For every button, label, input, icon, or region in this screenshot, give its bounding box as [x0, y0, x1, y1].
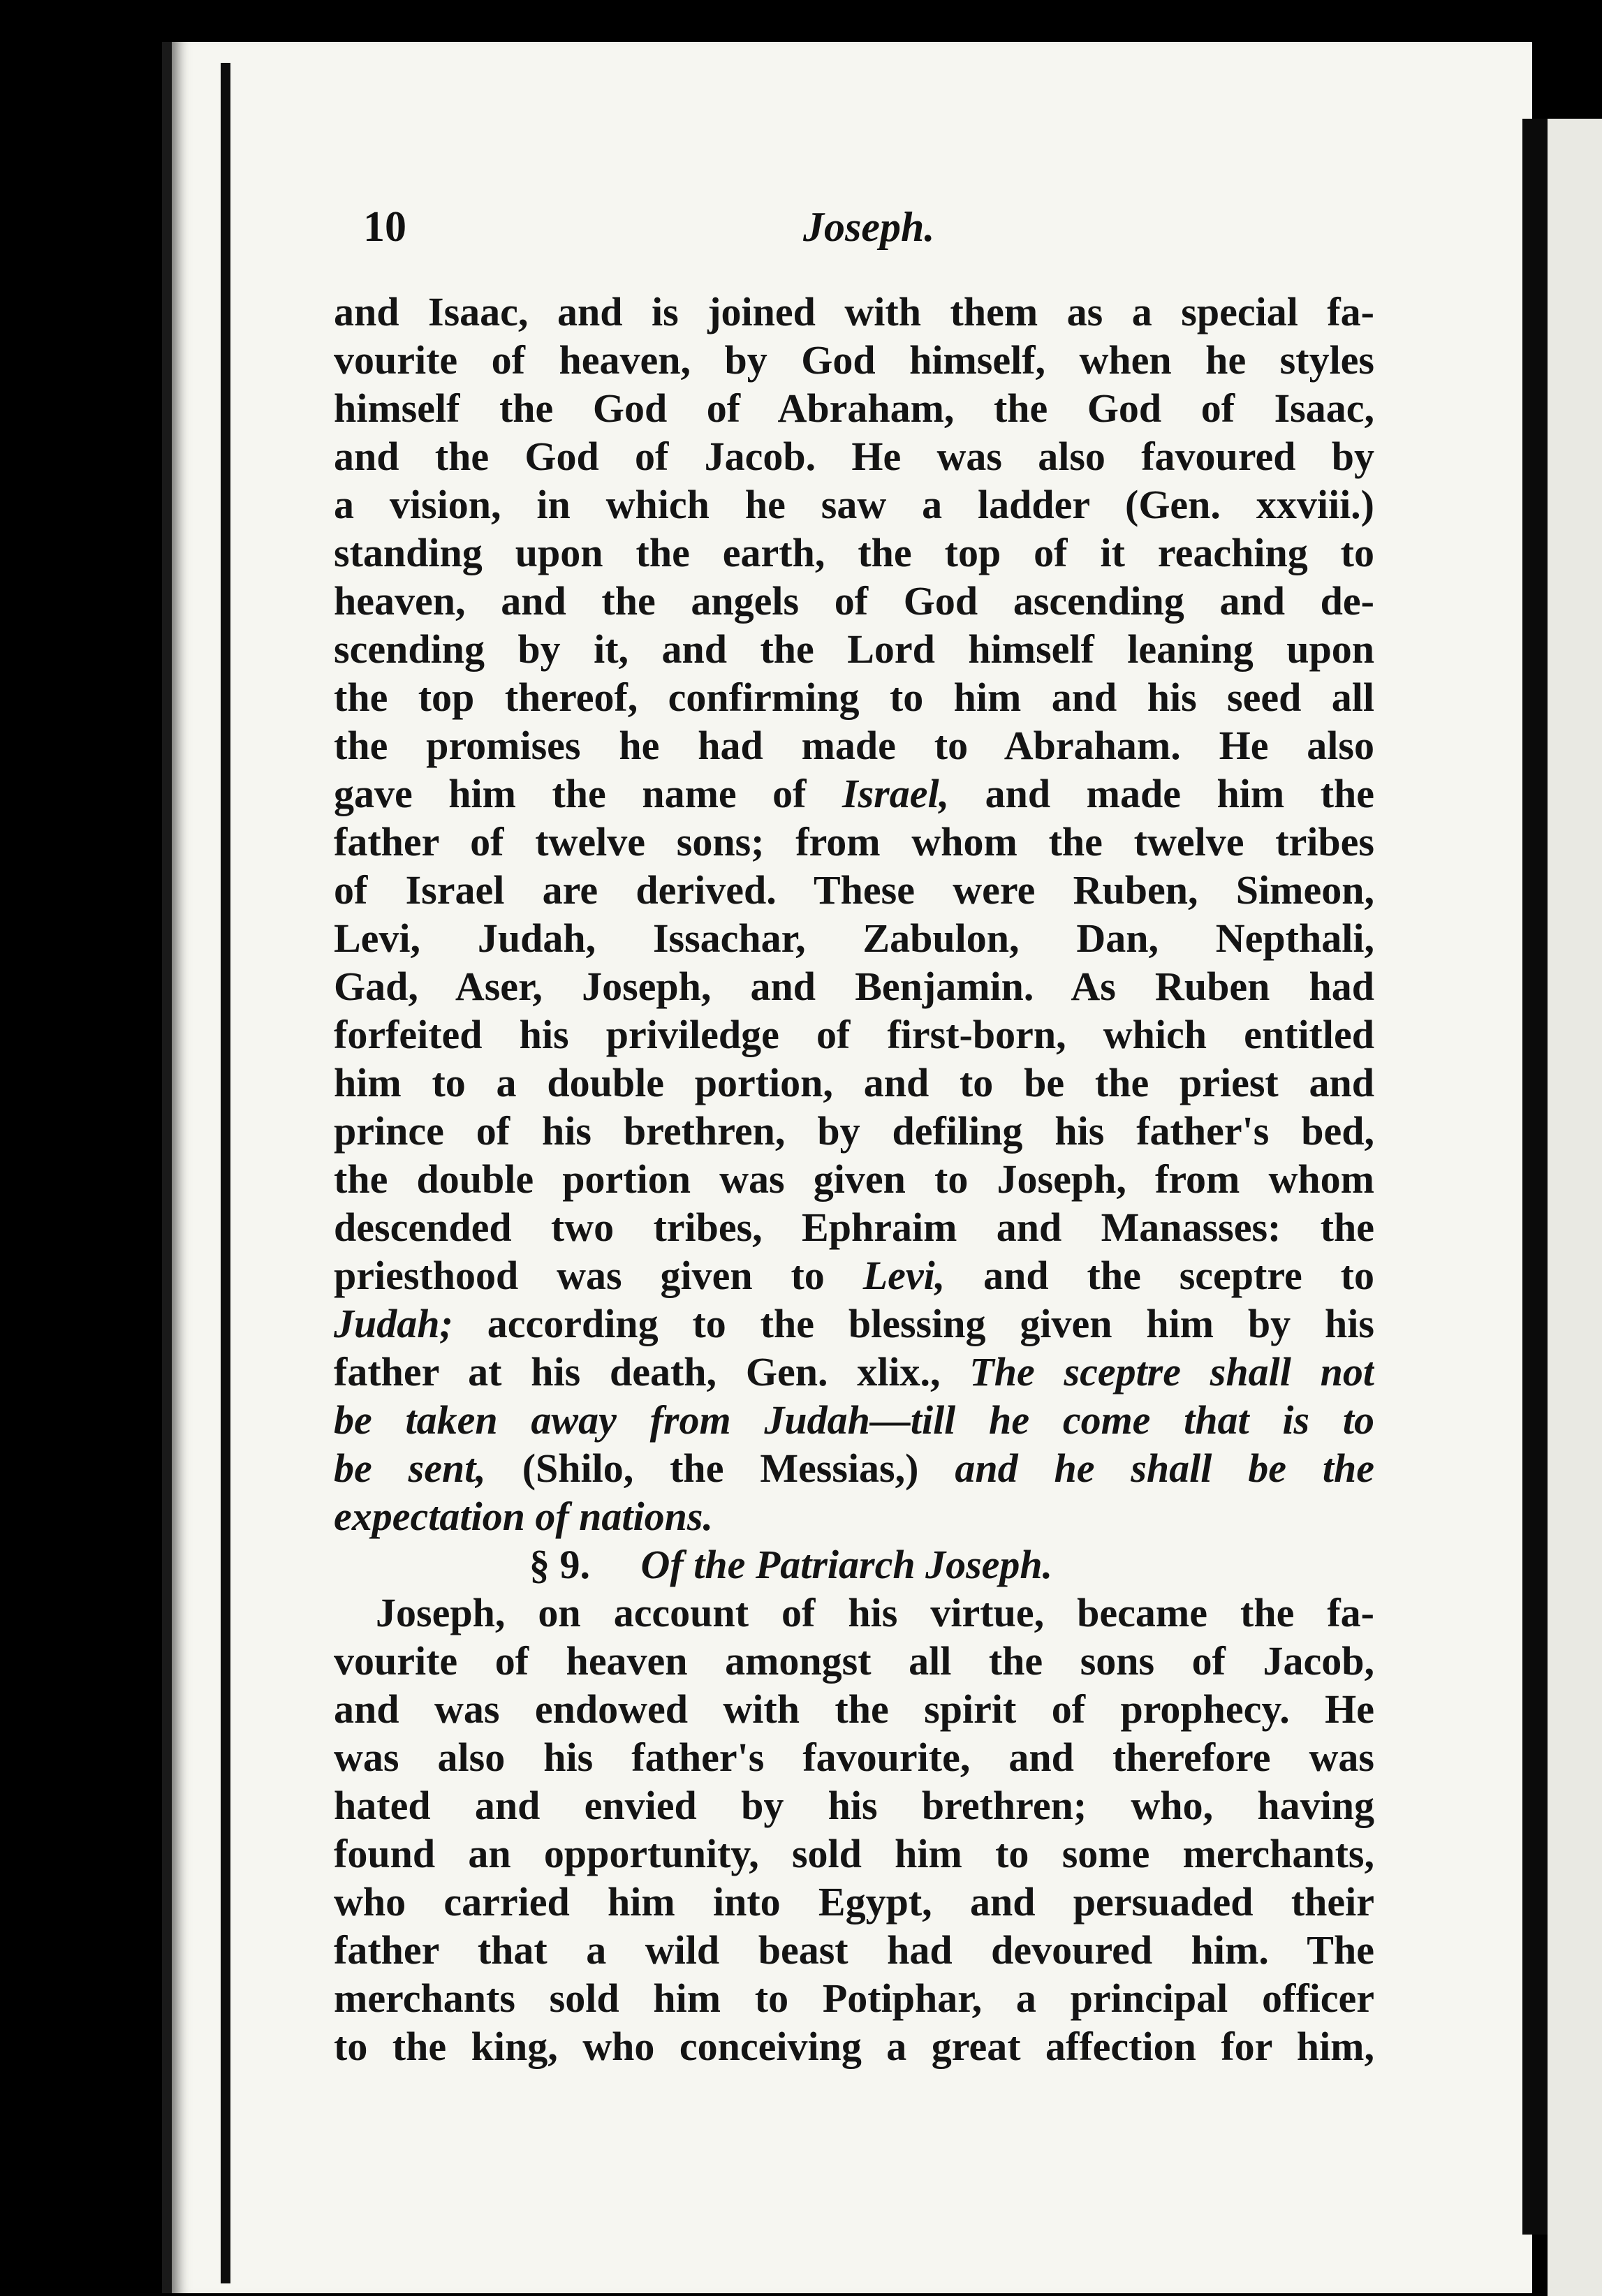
text-line [334, 1059, 1374, 1107]
text-line: found an opportunity, sold him to some merchants, [334, 1831, 1374, 1876]
text-line [334, 1010, 1374, 1059]
italic-text: and he shall be the [955, 1445, 1374, 1491]
text-line: who carried him into Egypt, and persuaded their [334, 1879, 1374, 1925]
text-line: was also his father's favourite, and therefore was [334, 1735, 1374, 1780]
text-line [334, 673, 1374, 721]
italic-text: Levi, [862, 1253, 946, 1298]
text-segment: himself the God of Abraham, the God of Isaac, [334, 385, 1374, 431]
text-line [334, 1251, 1374, 1300]
text-segment: father of twelve sons; from whom the twelve tribes [334, 819, 1374, 864]
text-segment: descended two tribes, Ephraim and Manasses: the [334, 1205, 1374, 1250]
italic-text: expectation of nations. [334, 1494, 713, 1539]
text-segment: and Isaac, and is joined with them as a special fa- [334, 289, 1374, 334]
text-segment: forfeited his priviledge of first-born, which entitled [334, 1012, 1374, 1057]
text-segment: a vision, in which he saw a ladder (Gen. xxviii.) [334, 482, 1374, 527]
running-title: Joseph. [803, 204, 935, 250]
gutter-line [221, 63, 230, 2283]
text-segment: and the God of Jacob. He was also favoured by [334, 434, 1374, 479]
text-line [334, 432, 1374, 480]
text-line [334, 529, 1374, 577]
text-segment: the promises he had made to Abraham. He also [334, 723, 1374, 768]
section-number: § 9. [529, 1542, 590, 1587]
text-line [334, 770, 1374, 818]
text-line [334, 1203, 1374, 1251]
text-line: vourite of heaven amongst all the sons of Jacob, [334, 1638, 1374, 1684]
text-line: Joseph, on account of his virtue, became the fa- [376, 1590, 1374, 1635]
text-segment: Gad, Aser, Joseph, and Benjamin. As Ruben had [334, 964, 1374, 1009]
text-segment: (Shilo, the Messias,) [485, 1445, 955, 1491]
text-line [334, 866, 1374, 914]
text-segment: the double portion was given to Joseph, from whom [334, 1156, 1374, 1202]
text-line [334, 1348, 1374, 1396]
adjacent-page [1548, 119, 1602, 2296]
text-line [334, 1155, 1374, 1203]
text-line [334, 1300, 1374, 1348]
text-segment: Levi, Judah, Issachar, Zabulon, Dan, Nepthali, [334, 915, 1374, 961]
italic-text: The sceptre shall not [969, 1349, 1374, 1394]
text-line: father that a wild beast had devoured him. The [334, 1927, 1374, 1973]
text-line [334, 962, 1374, 1010]
text-line [334, 625, 1374, 673]
text-segment: of Israel are derived. These were Ruben, Simeon, [334, 867, 1374, 913]
text-line [334, 384, 1374, 432]
adjacent-page-edge [1522, 119, 1548, 2235]
text-line: merchants sold him to Potiphar, a principal officer [334, 1975, 1374, 2021]
text-segment: gave him the name of [334, 771, 842, 816]
text-line: and was endowed with the spirit of prophecy. He [334, 1686, 1374, 1732]
section-heading [334, 1540, 1374, 1589]
text-line [334, 721, 1374, 770]
italic-text: Israel, [842, 771, 950, 816]
text-line [334, 288, 1374, 336]
page-header [363, 196, 1376, 258]
text-segment: according to the blessing given him by his [453, 1301, 1374, 1346]
text-segment: scending by it, and the Lord himself leaning upon [334, 626, 1374, 672]
text-line [334, 1492, 1374, 1540]
text-segment: prince of his brethren, by defiling his father's bed, [334, 1108, 1374, 1154]
text-line [334, 577, 1374, 625]
text-line: to the king, who conceiving a great affection for him, [334, 2024, 1374, 2069]
italic-text: be taken away from Judah—till he come that is to [334, 1397, 1374, 1443]
text-line [334, 336, 1374, 384]
text-line: hated and envied by his brethren; who, having [334, 1783, 1374, 1828]
text-segment: heaven, and the angels of God ascending and de- [334, 578, 1374, 624]
paragraph-joseph [334, 1589, 1374, 2070]
text-segment: and made him the [949, 771, 1374, 816]
text-line [334, 818, 1374, 866]
italic-text: Judah; [334, 1301, 453, 1346]
text-line [334, 914, 1374, 962]
page-number: 10 [363, 203, 406, 251]
italic-text: be sent, [334, 1445, 486, 1491]
section-title: Of the Patriarch Joseph. [640, 1542, 1053, 1587]
text-segment: priesthood was given to [334, 1253, 863, 1298]
text-segment: the top thereof, confirming to him and his seed all [334, 675, 1374, 720]
text-segment: standing upon the earth, the top of it reaching to [334, 530, 1374, 575]
text-segment: him to a double portion, and to be the priest and [334, 1060, 1374, 1105]
body-text [334, 288, 1374, 2070]
text-line [334, 1444, 1374, 1492]
text-segment: vourite of heaven, by God himself, when he styles [334, 337, 1374, 383]
text-line [334, 480, 1374, 529]
text-line [334, 1107, 1374, 1155]
text-segment: and the sceptre to [945, 1253, 1374, 1298]
paragraph-patriarchs [334, 288, 1374, 1540]
text-segment: father at his death, Gen. xlix., [334, 1349, 970, 1394]
text-line [334, 1396, 1374, 1444]
